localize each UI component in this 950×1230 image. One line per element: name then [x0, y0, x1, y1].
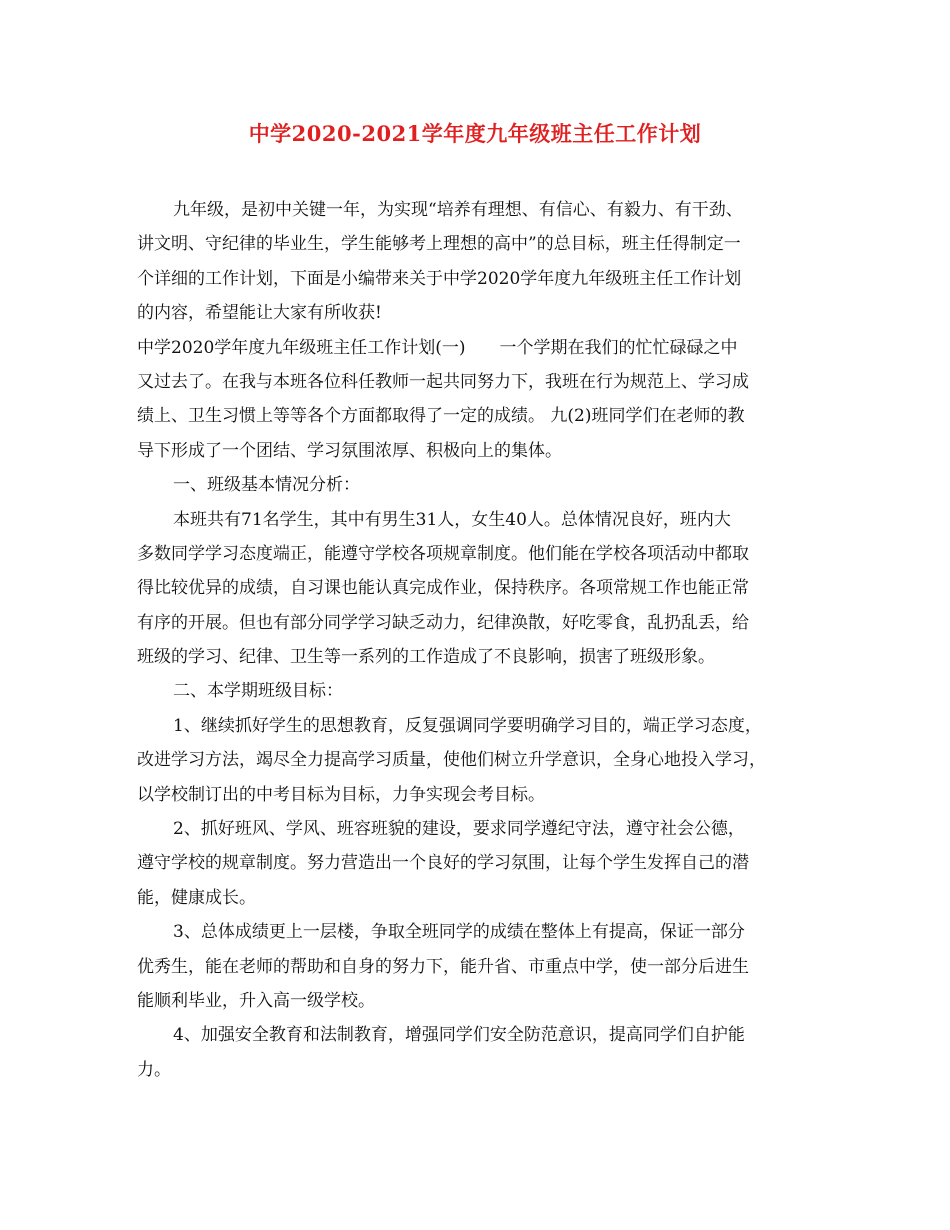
- text-line: 本班共有71名学生，其中有男生31人，女生40人。总体情况良好，班内大: [173, 509, 731, 530]
- text-line: 导下形成了一个团结、学习氛围浓厚、积极向上的集体。: [137, 440, 562, 461]
- text-line: 遵守学校的规章制度。努力营造出一个良好的学习氛围，让每个学生发挥自己的潜: [137, 853, 749, 874]
- text-line: 九年级，是初中关键一年，为实现“培养有理想、有信心、有毅力、有干劲、: [173, 200, 743, 220]
- text-line: 有序的开展。但也有部分同学学习缺乏动力，纪律涣散，好吃零食，乱扔乱丢，给: [137, 612, 749, 633]
- text-line: 中学2020学年度九年级班主任工作计划(一) 一个学期在我们的忙忙碌碌之中: [137, 337, 738, 358]
- text-line: 个详细的工作计划，下面是小编带来关于中学2020学年度九年级班主任工作计划: [137, 268, 742, 289]
- text-line: 以学校制订出的中考目标为目标，力争实现会考目标。: [137, 784, 545, 805]
- text-line: 得比较优异的成绩，自习课也能认真完成作业，保持秩序。各项常规工作也能正常: [137, 578, 749, 599]
- text-line: 班级的学习、纪律、卫生等一系列的工作造成了不良影响，损害了班级形象。: [137, 647, 715, 668]
- text-line: 优秀生，能在老师的帮助和自身的努力下，能升省、市重点中学，使一部分后进生: [137, 956, 749, 977]
- text-line: 力。: [137, 1059, 171, 1080]
- text-line: 绩上、卫生习惯上等等各个方面都取得了一定的成绩。 九(2)班同学们在老师的教: [137, 406, 745, 427]
- text-line: 能顺利毕业，升入高一级学校。: [137, 990, 375, 1011]
- text-line: 3、总体成绩更上一层楼，争取全班同学的成绩在整体上有提高，保证一部分: [173, 922, 745, 943]
- text-line: 4、加强安全教育和法制教育，增强同学们安全防范意识，提高同学们自护能: [173, 1025, 745, 1046]
- text-line: 的内容，希望能让大家有所收获!: [137, 303, 382, 324]
- text-line: 又过去了。在我与本班各位科任教师一起共同努力下，我班在行为规范上、学习成: [137, 371, 749, 392]
- document-body: [137, 193, 813, 1087]
- text-line: 改进学习方法，竭尽全力提高学习质量，使他们树立升学意识，全身心地投入学习，: [137, 750, 766, 771]
- text-line: 讲文明、守纪律的毕业生，学生能够考上理想的高中”的总目标，班主任得制定一: [137, 234, 741, 255]
- document-title: 中学2020-2021学年度九年级班主任工作计划: [248, 121, 702, 146]
- text-line: 二、本学期班级目标：: [173, 681, 343, 702]
- text-line: 能，健康成长。: [137, 887, 256, 908]
- text-line: 一、班级基本情况分析：: [173, 475, 360, 496]
- text-line: 多数同学学习态度端正，能遵守学校各项规章制度。他们能在学校各项活动中都取: [137, 543, 749, 564]
- text-line: 1、继续抓好学生的思想教育，反复强调同学要明确学习目的，端正学习态度，: [173, 715, 762, 736]
- text-line: 2、抓好班风、学风、班容班貌的建设，要求同学遵纪守法，遵守社会公德，: [173, 819, 745, 840]
